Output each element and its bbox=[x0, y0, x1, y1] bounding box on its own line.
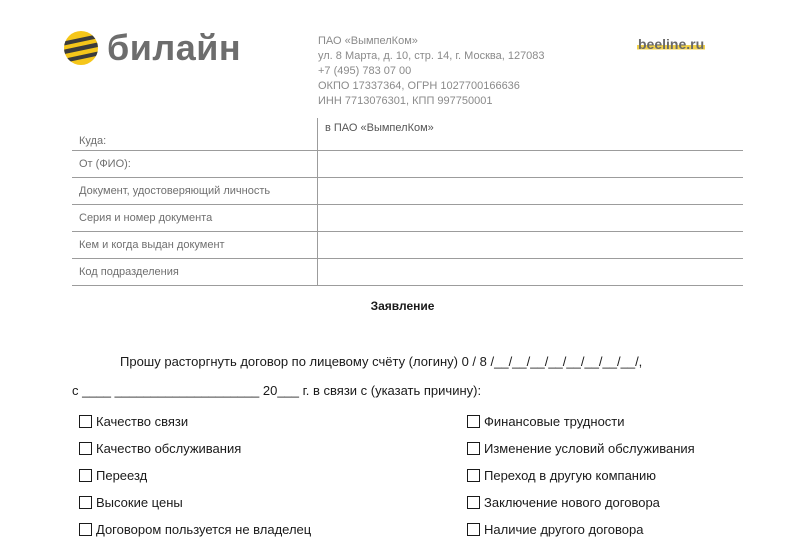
company-details bbox=[318, 34, 545, 109]
checkbox[interactable] bbox=[79, 496, 92, 509]
form-label: Документ, удостоверяющий личность bbox=[72, 178, 318, 205]
checkbox[interactable] bbox=[467, 523, 480, 536]
checkbox[interactable] bbox=[467, 496, 480, 509]
form-field[interactable] bbox=[318, 178, 744, 205]
reason-option[interactable] bbox=[79, 408, 311, 435]
website-link[interactable]: beeline.ru bbox=[638, 36, 705, 52]
company-name: ПАО «ВымпелКом» bbox=[318, 35, 418, 47]
reason-label: Изменение условий обслуживания bbox=[484, 441, 695, 456]
form-field[interactable] bbox=[318, 205, 744, 232]
brand-name: билайн bbox=[107, 27, 242, 68]
reason-label: Переезд bbox=[96, 468, 148, 483]
company-address: ул. 8 Марта, д. 10, стр. 14, г. Москва, 127083 bbox=[318, 50, 545, 62]
company-phone: +7 (495) 783 07 00 bbox=[318, 65, 412, 77]
applicant-form bbox=[72, 118, 743, 286]
reasons-left-column bbox=[79, 408, 311, 543]
form-label: Серия и номер документа bbox=[72, 205, 318, 232]
reason-label: Переход в другую компанию bbox=[484, 468, 656, 483]
reason-option[interactable] bbox=[79, 489, 311, 516]
reasons-right-column bbox=[467, 408, 695, 543]
checkbox[interactable] bbox=[467, 415, 480, 428]
form-label: Кем и когда выдан документ bbox=[72, 232, 318, 259]
form-row bbox=[72, 205, 743, 232]
checkbox[interactable] bbox=[79, 442, 92, 455]
form-label: Код подразделения bbox=[72, 259, 318, 286]
company-okpo-ogrn: ОКПО 17337364, ОГРН 1027700166636 bbox=[318, 80, 520, 92]
checkbox[interactable] bbox=[79, 523, 92, 536]
reason-option[interactable] bbox=[467, 435, 695, 462]
reason-option[interactable] bbox=[79, 462, 311, 489]
document-title: Заявление bbox=[370, 299, 435, 313]
form-field[interactable] bbox=[318, 232, 744, 259]
checkbox[interactable] bbox=[467, 442, 480, 455]
reason-option[interactable] bbox=[79, 435, 311, 462]
checkbox[interactable] bbox=[467, 469, 480, 482]
reason-label: Качество связи bbox=[96, 414, 189, 429]
reason-option[interactable] bbox=[467, 408, 695, 435]
date-reason-line[interactable]: с ____ ____________________ 20___ г. в связи с (указать причину): bbox=[72, 383, 482, 398]
company-inn-kpp: ИНН 7713076301, КПП 997750001 bbox=[318, 95, 493, 107]
form-field[interactable] bbox=[318, 259, 744, 286]
reason-option[interactable] bbox=[467, 462, 695, 489]
reason-label: Договором пользуется не владелец bbox=[96, 522, 312, 537]
reason-label: Заключение нового договора bbox=[484, 495, 660, 510]
reason-option[interactable] bbox=[79, 516, 311, 543]
checkbox[interactable] bbox=[79, 415, 92, 428]
reason-label: Наличие другого договора bbox=[484, 522, 644, 537]
form-row bbox=[72, 178, 743, 205]
beeline-logo bbox=[63, 28, 241, 68]
form-row bbox=[72, 118, 743, 151]
form-row bbox=[72, 259, 743, 286]
reason-option[interactable] bbox=[467, 489, 695, 516]
beeline-logo-icon bbox=[63, 30, 99, 66]
form-label: Куда: bbox=[72, 118, 318, 151]
reason-option[interactable] bbox=[467, 516, 695, 543]
checkbox[interactable] bbox=[79, 469, 92, 482]
form-label: От (ФИО): bbox=[72, 151, 318, 178]
form-field[interactable]: в ПАО «ВымпелКом» bbox=[318, 118, 744, 151]
reason-label: Высокие цены bbox=[96, 495, 183, 510]
form-row bbox=[72, 232, 743, 259]
form-field[interactable] bbox=[318, 151, 744, 178]
request-line[interactable]: Прошу расторгнуть договор по лицевому счёту (логину) 0 / 8 /__/__/__/__/__/__/__/__/, bbox=[120, 354, 643, 369]
reason-label: Качество обслуживания bbox=[96, 441, 242, 456]
form-row bbox=[72, 151, 743, 178]
reason-label: Финансовые трудности bbox=[484, 414, 625, 429]
